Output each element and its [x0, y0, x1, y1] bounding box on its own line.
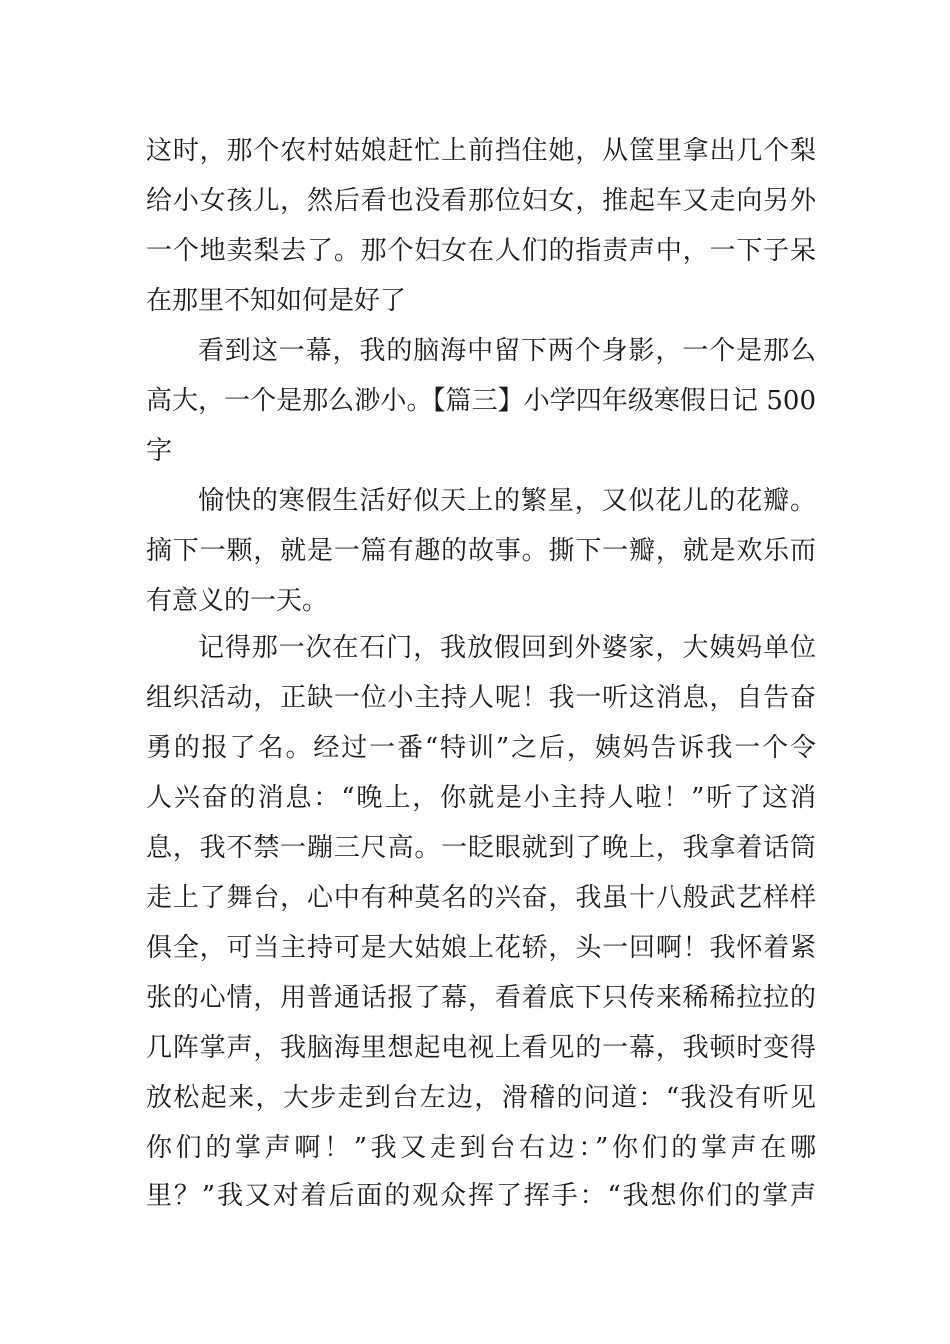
text-line: 你们的掌声啊！”我又走到台右边：”你们的掌声在哪	[146, 1133, 816, 1163]
text-line: 一个地卖梨去了。那个妇女在人们的指责声中，一下子呆	[146, 236, 816, 266]
text-line: 几阵掌声，我脑海里想起电视上看见的一幕，我顿时变得	[146, 1033, 816, 1063]
text-line: 勇的报了名。经过一番“特训”之后，姨妈告诉我一个令	[146, 733, 816, 763]
text-line: 人兴奋的消息：“晚上，你就是小主持人啦！”听了这消	[146, 783, 816, 813]
text-line: 高大，一个是那么渺小。【篇三】小学四年级寒假日记 500	[146, 386, 816, 416]
text-line: 记得那一次在石门，我放假回到外婆家，大姨妈单位	[198, 633, 816, 663]
text-line: 俱全，可当主持可是大姑娘上花轿，头一回啊！我怀着紧	[146, 933, 816, 963]
text-line: 张的心情，用普通话报了幕，看着底下只传来稀稀拉拉的	[146, 983, 816, 1013]
text-line: 里？”我又对着后面的观众挥了挥手：“我想你们的掌声	[146, 1181, 816, 1211]
text-line: 摘下一颗，就是一篇有趣的故事。撕下一瓣，就是欢乐而	[146, 536, 816, 566]
text-line: 走上了舞台，心中有种莫名的兴奋，我虽十八般武艺样样	[146, 883, 816, 913]
text-line: 有意义的一天。	[146, 586, 329, 616]
text-line: 字	[146, 436, 173, 466]
text-line: 在那里不知如何是好了	[146, 286, 407, 316]
text-line: 看到这一幕，我的脑海中留下两个身影，一个是那么	[198, 336, 816, 366]
text-line: 放松起来，大步走到台左边，滑稽的问道：“我没有听见	[146, 1083, 816, 1113]
text-line: 这时，那个农村姑娘赶忙上前挡住她，从筐里拿出几个梨	[146, 136, 816, 166]
text-line: 愉快的寒假生活好似天上的繁星，又似花儿的花瓣。	[198, 486, 816, 516]
text-line: 组织活动，正缺一位小主持人呢！我一听这消息，自告奋	[146, 683, 816, 713]
text-line: 给小女孩儿，然后看也没看那位妇女，推起车又走向另外	[146, 186, 816, 216]
text-line: 息，我不禁一蹦三尺高。一眨眼就到了晚上，我拿着话筒	[146, 833, 816, 863]
